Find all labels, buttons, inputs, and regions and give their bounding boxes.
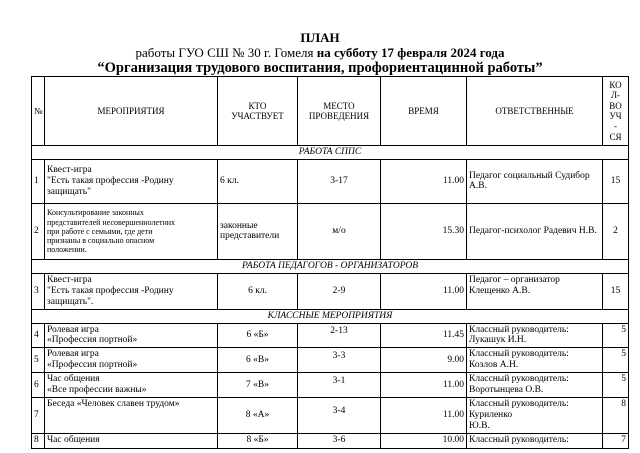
resp-line: Классный руководитель: <box>469 374 569 385</box>
table-row <box>32 433 629 448</box>
event-line: признаны в социально опасном <box>47 236 155 246</box>
section-row <box>32 146 629 160</box>
header-row <box>32 77 629 146</box>
event-line: "Есть такая профессия -Родину <box>47 175 174 186</box>
row-event <box>45 203 218 259</box>
header-count-l2: Л- <box>610 90 621 101</box>
row-time: 11.00 <box>381 398 467 434</box>
place-value: 2-13 <box>330 325 348 336</box>
resp-line: Лукашук И.Н. <box>469 335 527 346</box>
row-responsible <box>467 398 603 434</box>
table-row <box>32 323 629 348</box>
row-num: 8 <box>32 433 45 448</box>
row-time: 9.00 <box>381 348 467 373</box>
row-place <box>298 373 381 398</box>
document-topic: “Организация трудового воспитания, профориентацинной работы” <box>97 60 543 76</box>
row-event <box>45 273 218 309</box>
row-num: 5 <box>32 348 45 373</box>
header-count <box>603 77 629 146</box>
table-row <box>32 398 629 434</box>
resp-line: Педагог – организатор <box>469 274 560 285</box>
row-event: Беседа «Человек славен трудом» <box>45 398 218 434</box>
event-line: Консультирование законных <box>47 208 144 218</box>
row-time: 11.00 <box>381 159 467 203</box>
row-responsible <box>467 273 603 309</box>
document-title: ПЛАН <box>300 30 340 45</box>
resp-line: Клещенко А.В. <box>469 285 531 296</box>
row-time: 11.00 <box>381 273 467 309</box>
row-place: 3-6 <box>298 433 381 448</box>
header-num: № <box>32 77 45 146</box>
header-responsible: ОТВЕТСТВЕННЫЕ <box>467 77 603 146</box>
row-time: 11.45 <box>381 323 467 348</box>
subtitle-start: работы ГУО СШ № 30 г. Гомеля <box>135 45 317 60</box>
row-time: 11.00 <box>381 373 467 398</box>
row-place: м/о <box>298 203 381 259</box>
resp-line: Воротынцева О.В. <box>469 385 544 396</box>
header-place-l2: ПРОВЕДЕНИЯ <box>308 111 370 121</box>
event-line: представителей несовершеннолетних <box>47 217 176 227</box>
place-value: 3-1 <box>332 375 346 386</box>
resp-line: Козлов А.Н. <box>469 360 519 371</box>
row-who <box>218 203 298 259</box>
header-count-l1: КО <box>609 79 622 90</box>
resp-line: Ю.В. <box>469 420 490 431</box>
row-count: 15 <box>603 159 629 203</box>
row-count: 5 <box>603 348 629 373</box>
row-responsible: Педагог социальный Судибор А.В. <box>467 159 603 203</box>
row-count: 5 <box>603 373 629 398</box>
row-place <box>298 348 381 373</box>
row-event <box>45 159 218 203</box>
table-row <box>32 373 629 398</box>
section-sppс: РАБОТА СППС <box>32 146 629 160</box>
row-count: 5 <box>603 323 629 348</box>
header-who-l1: КТО <box>248 100 267 111</box>
section-organizers: РАБОТА ПЕДАГОГОВ - ОРГАНИЗАТОРОВ <box>32 259 629 273</box>
row-time: 10.00 <box>381 433 467 448</box>
row-who: 6 кл. <box>218 273 298 309</box>
header-count-l4: УЧ <box>609 111 622 121</box>
row-event: Час общения <box>45 433 218 448</box>
row-responsible: Педагог-психолог Радевич Н.В. <box>467 203 603 259</box>
resp-line: Классный руководитель: Куриленко <box>469 399 569 420</box>
row-responsible: Классный руководитель: <box>467 433 603 448</box>
who-line: представители <box>220 231 280 242</box>
row-place: 3-17 <box>298 159 381 203</box>
table-row <box>32 159 629 203</box>
row-who: 8 «Б» <box>218 433 298 448</box>
header-count-l3: ВО <box>609 100 622 111</box>
section-class-events: КЛАССНЫЕ МЕРОПРИЯТИЯ <box>32 309 629 323</box>
event-line: Квест-игра <box>47 165 92 176</box>
event-line: Ролевая игра <box>47 324 99 335</box>
section-row <box>32 259 629 273</box>
event-line: Ролевая игра <box>47 349 99 360</box>
row-num: 1 <box>32 159 45 203</box>
row-count: 15 <box>603 273 629 309</box>
row-place: 2-9 <box>298 273 381 309</box>
plan-table <box>31 76 629 449</box>
header-event: МЕРОПРИЯТИЯ <box>45 77 218 146</box>
header-place <box>298 77 381 146</box>
who-line: законные <box>220 220 258 231</box>
event-line: защищать" <box>47 186 92 197</box>
header-count-l6: СЯ <box>609 131 622 142</box>
row-responsible <box>467 373 603 398</box>
row-num: 3 <box>32 273 45 309</box>
row-who: 7 «В» <box>218 373 298 398</box>
row-who: 6 «Б» <box>218 323 298 348</box>
row-event <box>45 348 218 373</box>
row-place <box>298 398 381 434</box>
event-line: «Профессия портной» <box>47 360 138 371</box>
subtitle-date: на субботу 17 февраля 2024 года <box>316 45 505 60</box>
event-line: при работе с семьями, где дети <box>47 226 153 236</box>
document-subtitle <box>0 45 640 61</box>
resp-line: Классный руководитель: <box>469 349 569 360</box>
row-place <box>298 323 381 348</box>
row-event <box>45 323 218 348</box>
table-row <box>32 273 629 309</box>
resp-line: Классный руководитель: <box>469 324 569 335</box>
row-event <box>45 373 218 398</box>
row-num: 2 <box>32 203 45 259</box>
header-place-l1: МЕСТО <box>323 100 355 111</box>
event-line: «Все профессии важны» <box>47 385 147 396</box>
row-count: 7 <box>603 433 629 448</box>
header-time: ВРЕМЯ <box>381 77 467 146</box>
row-num: 7 <box>32 398 45 434</box>
row-who: 6 кл. <box>218 159 298 203</box>
table-row <box>32 348 629 373</box>
table-row <box>32 203 629 259</box>
row-responsible <box>467 323 603 348</box>
event-line: защищать". <box>47 296 94 307</box>
header-who <box>218 77 298 146</box>
header-who-l2: УЧАСТВУЕТ <box>231 111 284 121</box>
place-value: 3-3 <box>332 350 346 361</box>
event-line: положении. <box>47 245 87 255</box>
place-value: 3-4 <box>332 405 346 416</box>
event-line: "Есть такая профессия -Родину <box>47 285 174 296</box>
event-line: Квест-игра <box>47 274 92 285</box>
event-line: «Профессия портной» <box>47 335 138 346</box>
header-count-l5: - <box>614 121 617 132</box>
row-num: 4 <box>32 323 45 348</box>
event-line: Час общения <box>47 374 100 385</box>
row-who: 6 «В» <box>218 348 298 373</box>
section-row <box>32 309 629 323</box>
row-responsible <box>467 348 603 373</box>
row-count: 8 <box>603 398 629 434</box>
row-num: 6 <box>32 373 45 398</box>
row-time: 15.30 <box>381 203 467 259</box>
row-count: 2 <box>603 203 629 259</box>
row-who: 8 «А» <box>218 398 298 434</box>
